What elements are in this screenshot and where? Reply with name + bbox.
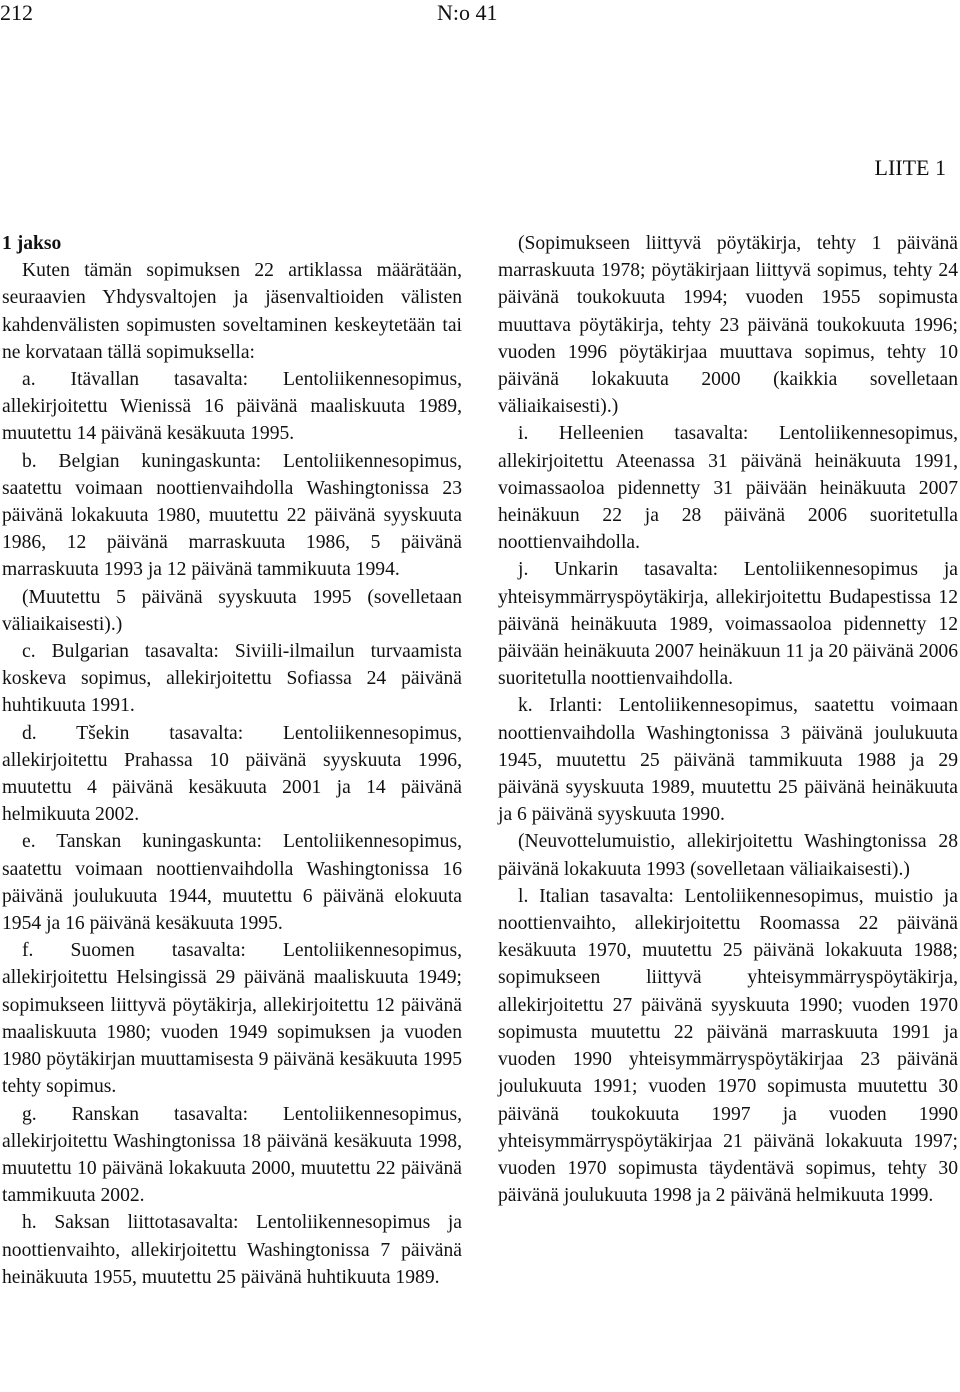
agreement-item-e: e. Tanskan kuningaskunta: Lentoliikennesopimus, saatettu voimaan noottienvaihdolla Washingtonissa 16 päivänä joulukuuta 1944, muutettu 6 päivänä elokuuta 1954 ja 16 päivänä kesäkuuta 1995. — [2, 831, 462, 935]
intro-paragraph: Kuten tämän sopimuksen 22 artiklassa määrätään, seuraavien Yhdysvaltojen ja jäsenvaltioiden välisten kahdenvälisten sopimusten soveltaminen keskeytetään tai ne korvataan tällä sopimuksella: — [2, 260, 462, 363]
section-heading: 1 jakso — [2, 233, 62, 254]
agreement-item-i: i. Helleenien tasavalta: Lentoliikennesopimus, allekirjoitettu Ateenassa 31 päivänä heinäkuuta 1991, voimassaoloa pidennetty 31 päivään heinäkuuta 2007 heinäkuun 22 ja 28 päivänä 2006 suoritetulla noottienvaihdolla. — [498, 423, 958, 554]
agreement-item-d: d. Tšekin tasavalta: Lentoliikennesopimus, allekirjoitettu Prahassa 10 päivänä syyskuuta 1996, muutettu 4 päivänä kesäkuuta 2001 ja 14 päivänä helmikuuta 2002. — [2, 722, 462, 826]
agreement-item-j: j. Unkarin tasavalta: Lentoliikennesopimus ja yhteisymmärryspöytäkirja, allekirjoitettu Budapestissa 12 päivänä heinäkuuta 1989, voimassaoloa pidennetty 12 päivään heinäkuuta 2007 heinäkuun 11 ja 20 päivänä 2006 suoritetulla noottienvaihdolla. — [498, 559, 958, 690]
agreement-item-b: b. Belgian kuningaskunta: Lentoliikennesopimus, saatettu voimaan noottienvaihdolla Washingtonissa 23 päivänä lokakuuta 1980, muutettu 22 päivänä syyskuuta 1986, 12 päivänä marraskuuta 1986, 5 päivänä marraskuuta 1993 ja 12 päivänä tammikuuta 1994. — [2, 450, 462, 581]
agreement-item-l: l. Italian tasavalta: Lentoliikennesopimus, muistio ja noottienvaihto, allekirjoitettu Roomassa 22 päivänä kesäkuuta 1970, muutettu 25 päivänä lokakuuta 1988; sopimukseen liittyvä yhteisymmärryspöytäkirja, allekirjoitettu 27 päivänä syyskuuta 1990; vuoden 1970 sopimusta muutettu 22 päivänä marraskuuta 1991 ja vuoden 1990 yhteisymmärryspöytäkirjaa 23 päivänä joulukuuta 1991; vuoden 1970 sopimusta muutettu 30 päivänä toukokuuta 1997 ja vuoden 1990 yhteisymmärryspöytäkirjaa 21 päivänä lokakuuta 1997; vuoden 1970 sopimusta täydentävä sopimus, tehty 30 päivänä joulukuuta 1998 ja 2 päivänä helmikuuta 1999. — [498, 885, 958, 1207]
right-column — [498, 230, 958, 1209]
agreement-item-g: g. Ranskan tasavalta: Lentoliikennesopimus, allekirjoitettu Washingtonissa 18 päivänä kesäkuuta 1998, muutettu 10 päivänä lokakuuta 2000, muutettu 22 päivänä tammikuuta 2002. — [2, 1103, 462, 1207]
agreement-item-k: k. Irlanti: Lentoliikennesopimus, saatettu voimaan noottienvaihdolla Washingtonissa 3 päivänä joulukuuta 1945, muutettu 25 päivänä tammikuuta 1988 ja 29 päivänä syyskuuta 1989, muutettu 25 päivänä heinäkuuta ja 6 päivänä syyskuuta 1990. — [498, 695, 958, 826]
agreement-item-f: f. Suomen tasavalta: Lentoliikennesopimus, allekirjoitettu Helsingissä 29 päivänä maaliskuuta 1949; sopimukseen liittyvä pöytäkirja, allekirjoitettu 12 päivänä maaliskuuta 1980; vuoden 1949 sopimuksen ja vuoden 1980 pöytäkirjan muuttamisesta 9 päivänä kesäkuuta 1995 tehty sopimus. — [2, 940, 462, 1098]
agreement-note-k: (Neuvottelumuistio, allekirjoitettu Washingtonissa 28 päivänä lokakuuta 1993 (sovelletaan väliaikaisesti).) — [498, 831, 958, 880]
agreement-item-a: a. Itävallan tasavalta: Lentoliikennesopimus, allekirjoitettu Wienissä 16 päivänä maaliskuuta 1989, muutettu 14 päivänä kesäkuuta 1995. — [2, 369, 462, 445]
agreement-note-h: (Sopimukseen liittyvä pöytäkirja, tehty 1 päivänä marraskuuta 1978; pöytäkirjaan liittyvä sopimus, tehty 24 päivänä toukokuuta 1994; vuoden 1955 sopimusta muuttava pöytäkirja, tehty 23 päivänä toukokuuta 1996; vuoden 1996 pöytäkirjaa muuttava sopimus, tehty 10 päivänä lokakuuta 2000 (kaikkia sovelletaan väliaikaisesti).) — [498, 233, 958, 418]
appendix-label: LIITE 1 — [874, 155, 946, 180]
left-column — [2, 230, 462, 1291]
agreement-item-c: c. Bulgarian tasavalta: Siviili-ilmailun turvaamista koskeva sopimus, allekirjoitettu Sofiassa 24 päivänä huhtikuuta 1991. — [2, 641, 462, 717]
running-head: N:o 41 — [437, 0, 498, 25]
agreement-item-h: h. Saksan liittotasavalta: Lentoliikennesopimus ja noottienvaihto, allekirjoitettu Washingtonissa 7 päivänä heinäkuuta 1955, muutettu 25 päivänä huhtikuuta 1989. — [2, 1212, 462, 1288]
page-number: 212 — [0, 0, 33, 25]
agreement-note-b: (Muutettu 5 päivänä syyskuuta 1995 (sovelletaan väliaikaisesti).) — [2, 586, 462, 635]
